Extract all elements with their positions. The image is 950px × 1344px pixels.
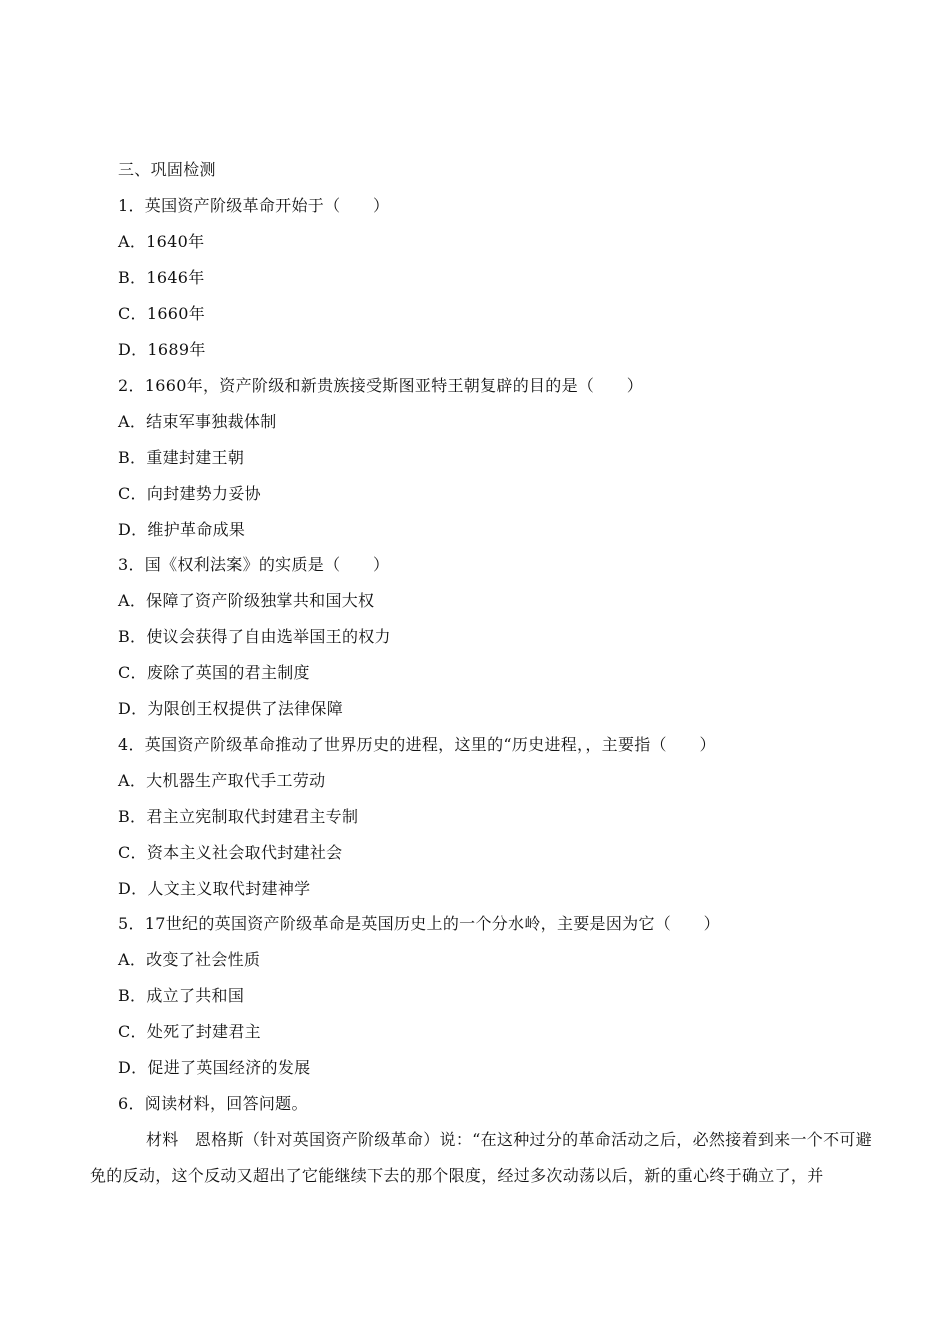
section-title: 三、巩固检测 [118, 160, 216, 179]
question-2-option-c: C．向封建势力妥协 [118, 484, 261, 503]
question-1-option-b: B．1646年 [118, 268, 205, 287]
question-3-option-b: B．使议会获得了自由选举国王的权力 [118, 627, 391, 646]
question-5-stem: 5．17世纪的英国资产阶级革命是英国历史上的一个分水岭，主要是因为它（ ） [118, 914, 720, 933]
question-4-option-d: D．人文主义取代封建神学 [118, 879, 311, 898]
question-2-option-d: D．维护革命成果 [118, 520, 246, 539]
question-5-option-a: A．改变了社会性质 [118, 950, 261, 969]
question-5-option-d: D．促进了英国经济的发展 [118, 1058, 311, 1077]
question-4-option-b: B．君主立宪制取代封建君主专制 [118, 807, 359, 826]
question-4-option-a: A．大机器生产取代手工劳动 [118, 771, 326, 790]
reading-material-paragraph: 材料 恩格斯（针对英国资产阶级革命）说：“在这种过分的革命活动之后，必然接着到来一个不可避免的反动，这个反动又超出了它能继续下去的那个限度，经过多次动荡以后，新的重心终于确立了，并 [90, 1130, 872, 1185]
question-2-option-a: A．结束军事独裁体制 [118, 412, 277, 431]
question-2-stem: 2．1660年，资产阶级和新贵族接受斯图亚特王朝复辟的目的是（ ） [118, 376, 644, 395]
question-5-option-b: B．成立了共和国 [118, 986, 245, 1005]
question-3-option-d: D．为限创王权提供了法律保障 [118, 699, 344, 718]
question-4-stem: 4．英国资产阶级革命推动了世界历史的进程，这里的“历史进程，，主要指（ ） [118, 735, 716, 754]
question-1-option-a: A．1640年 [118, 232, 205, 251]
question-1-stem: 1．英国资产阶级革命开始于（ ） [118, 196, 390, 215]
question-1-option-c: C．1660年 [118, 304, 206, 323]
question-4-option-c: C．资本主义社会取代封建社会 [118, 843, 343, 862]
question-6-stem: 6．阅读材料，回答问题。 [118, 1094, 308, 1113]
question-3-stem: 3．国《权利法案》的实质是（ ） [118, 555, 390, 574]
question-5-option-c: C．处死了封建君主 [118, 1022, 261, 1041]
question-3-option-a: A．保障了资产阶级独掌共和国大权 [118, 591, 375, 610]
question-2-option-b: B．重建封建王朝 [118, 448, 245, 467]
question-3-option-c: C．废除了英国的君主制度 [118, 663, 310, 682]
question-1-option-d: D．1689年 [118, 340, 206, 359]
